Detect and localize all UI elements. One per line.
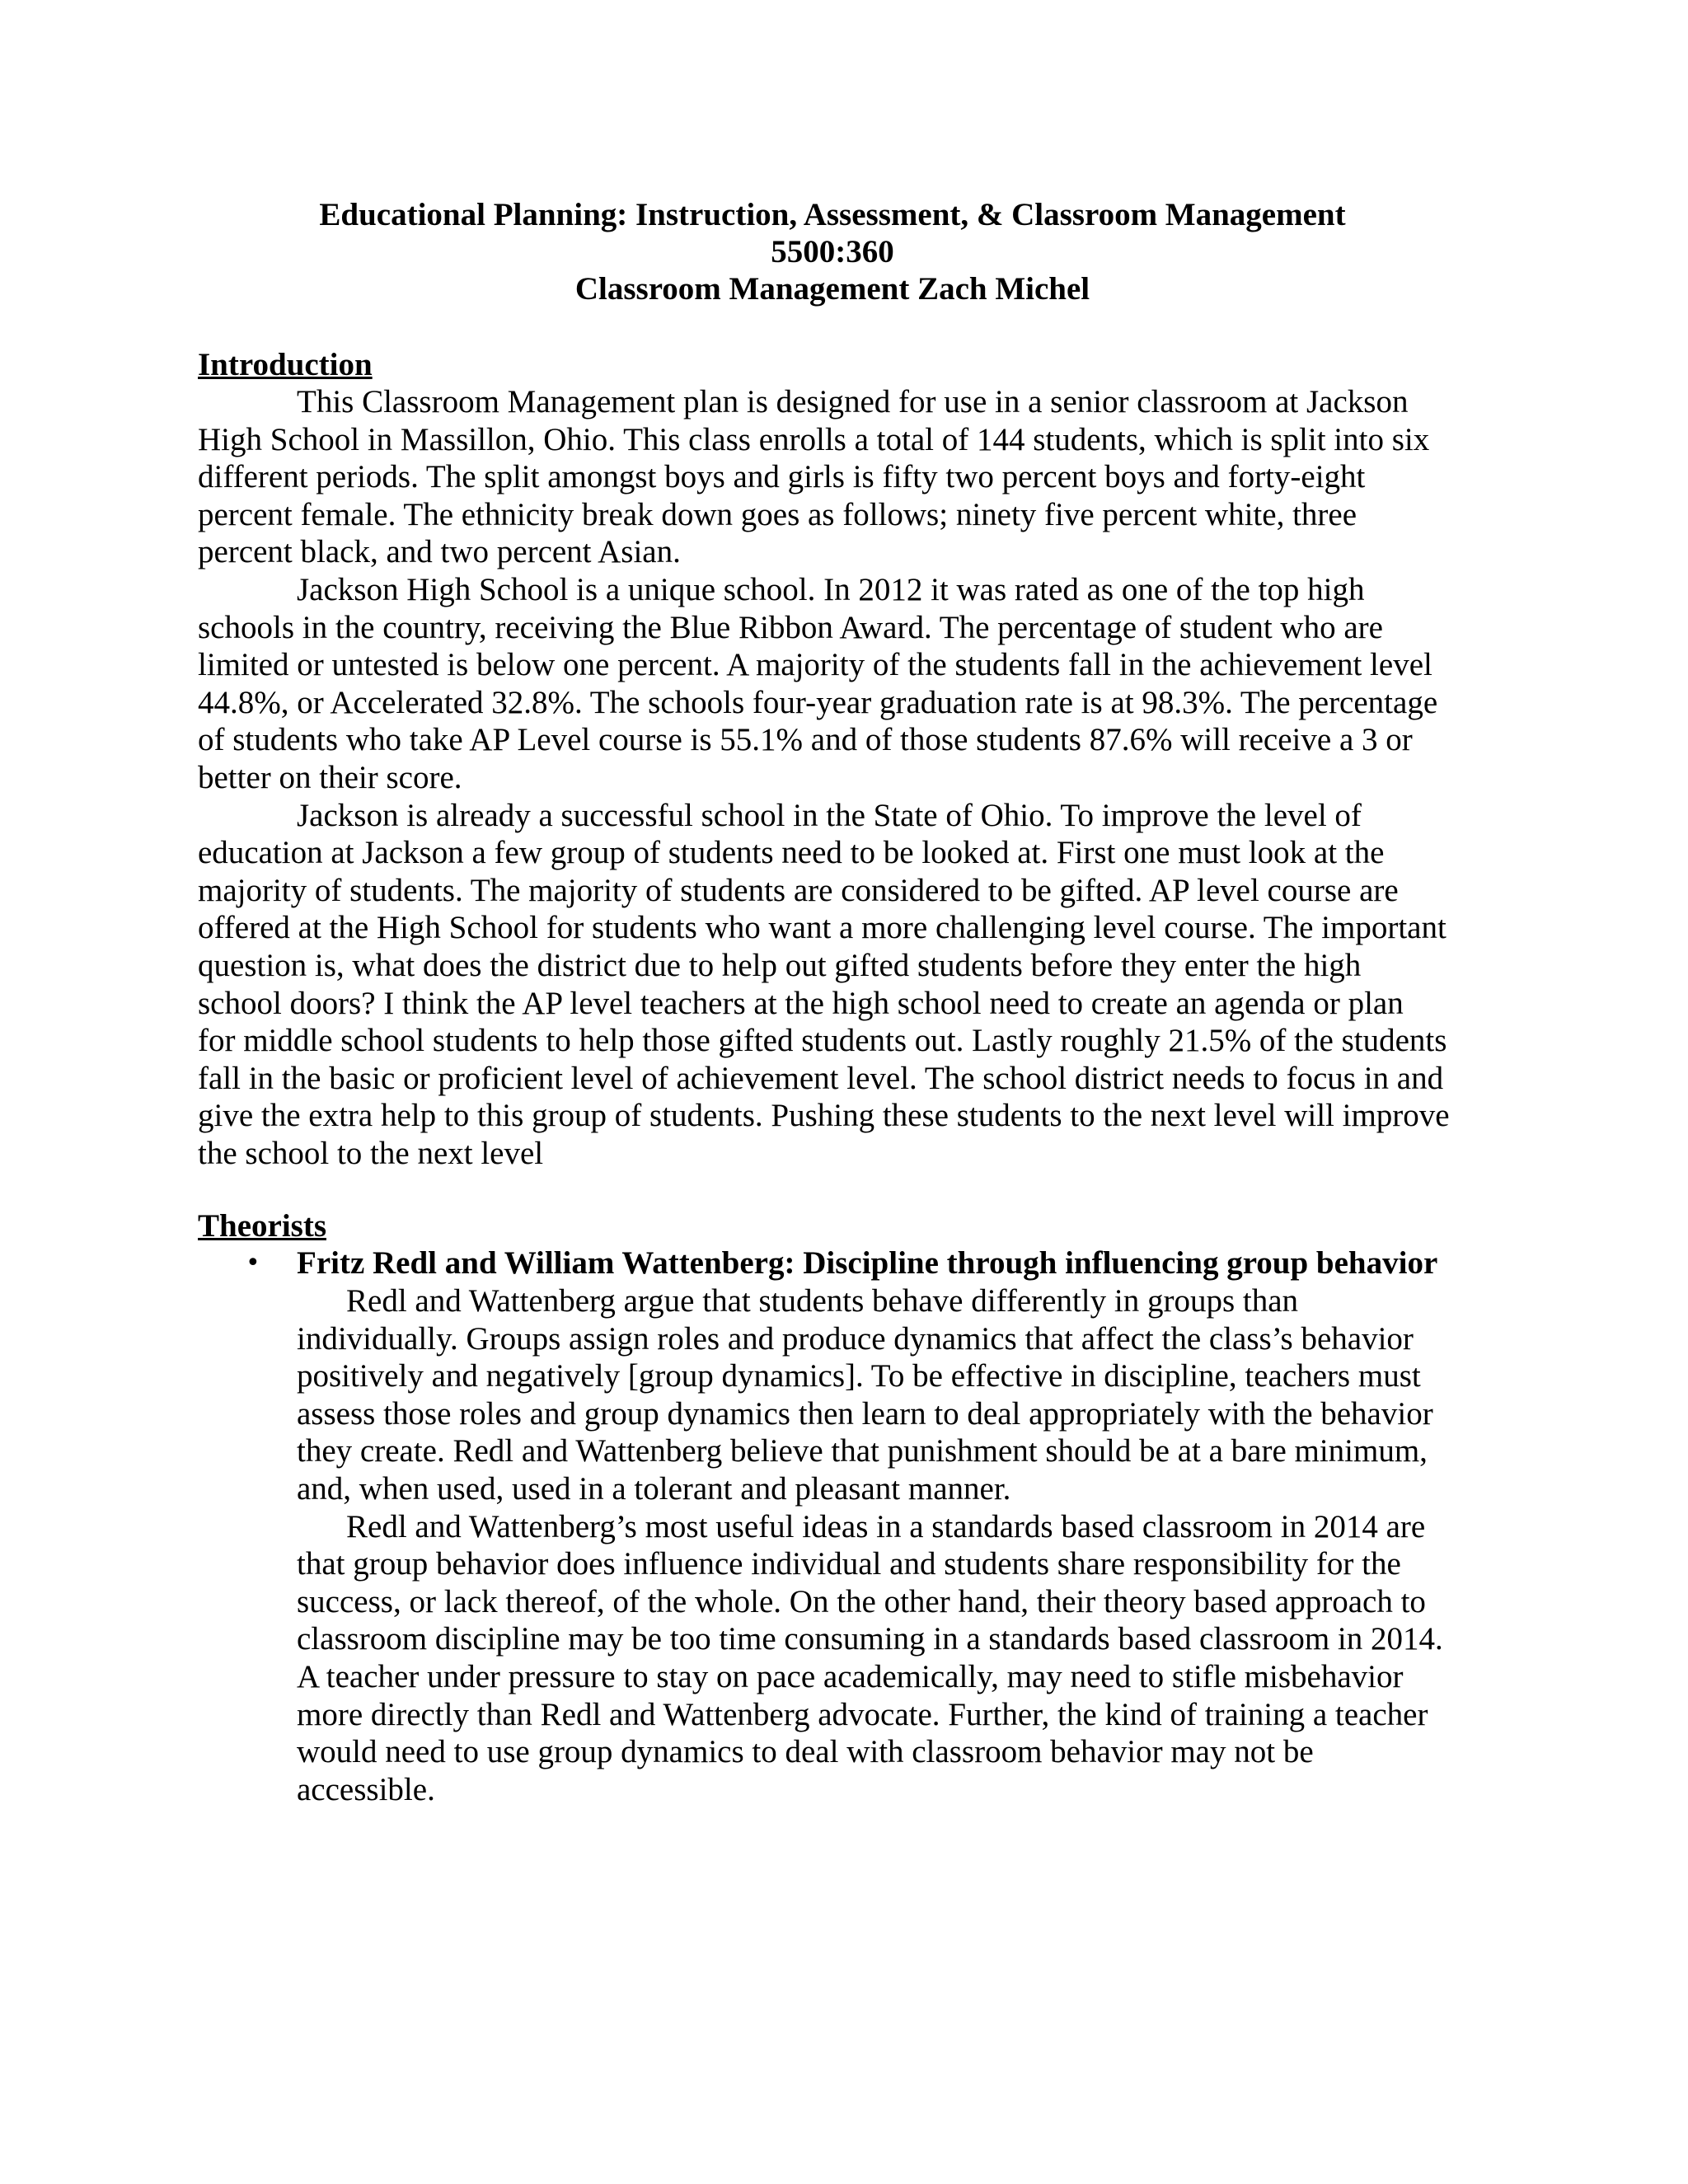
text-line: assess those roles and group dynamics then learn to deal appropriately with the behavior xyxy=(297,1395,1433,1432)
text-line: question is, what does the district due to help out gifted students before they enter the high xyxy=(198,947,1362,983)
text-line: High School in Massillon, Ohio. This class enrolls a total of 144 students, which is split into six xyxy=(198,421,1430,457)
intro-paragraph xyxy=(198,797,1484,1173)
text-line: give the extra help to this group of students. Pushing these students to the next level will improve xyxy=(198,1098,1450,1134)
text-line: individually. Groups assign roles and produce dynamics that affect the class’s behavior xyxy=(297,1320,1414,1357)
intro-paragraph xyxy=(198,571,1484,797)
theorists-heading: Theorists xyxy=(198,1208,326,1244)
text-line: different periods. The split amongst boys and girls is fifty two percent boys and forty-eight xyxy=(198,459,1366,495)
course-title: Educational Planning: Instruction, Assessment, & Classroom Management xyxy=(319,197,1346,232)
introduction-body xyxy=(198,383,1484,1172)
theorist-body xyxy=(297,1282,1492,1808)
text-line: limited or untested is below one percent. A majority of the students fall in the achievement level xyxy=(198,647,1432,683)
theorist-paragraph xyxy=(297,1282,1492,1508)
text-line: school doors? I think the AP level teachers at the high school need to create an agenda or plan xyxy=(198,985,1404,1021)
introduction-heading: Introduction xyxy=(198,347,373,382)
text-line: Redl and Wattenberg argue that students behave differently in groups than xyxy=(346,1283,1299,1319)
text-line: classroom discipline may be too time consuming in a standards based classroom in 2014. xyxy=(297,1621,1443,1657)
text-line: positively and negatively [group dynamics]. To be effective in discipline, teachers must xyxy=(297,1358,1421,1394)
bullet-icon: • xyxy=(246,1249,260,1277)
text-line: would need to use group dynamics to deal with classroom behavior may not be xyxy=(297,1734,1314,1770)
text-line: the school to the next level xyxy=(198,1135,544,1171)
text-line: This Classroom Management plan is designed for use in a senior classroom at Jackson xyxy=(297,384,1409,419)
text-line: percent female. The ethnicity break down goes as follows; ninety five percent white, three xyxy=(198,496,1357,532)
document-subtitle: Classroom Management Zach Michel xyxy=(574,271,1090,307)
text-line: A teacher under pressure to stay on pace academically, may need to stifle misbehavior xyxy=(297,1658,1404,1694)
text-line: fall in the basic or proficient level of achievement level. The school district needs to focus in and xyxy=(198,1060,1444,1096)
text-line: that group behavior does influence individual and students share responsibility for the xyxy=(297,1546,1401,1582)
document-header xyxy=(198,196,1467,307)
text-line: 44.8%, or Accelerated 32.8%. The schools four-year graduation rate is at 98.3%. The percentage xyxy=(198,684,1438,720)
text-line: success, or lack thereof, of the whole. On the other hand, their theory based approach to xyxy=(297,1583,1426,1619)
text-line: percent black, and two percent Asian. xyxy=(198,534,681,570)
theorist-title: Fritz Redl and William Wattenberg: Discipline through influencing group behavior xyxy=(297,1245,1438,1281)
text-line: of students who take AP Level course is 55.1% and of those students 87.6% will receive a 3 or xyxy=(198,722,1413,758)
course-number: 5500:360 xyxy=(771,234,894,269)
text-line: accessible. xyxy=(297,1771,435,1807)
theorist-paragraph xyxy=(297,1508,1492,1809)
text-line: for middle school students to help those gifted students out. Lastly roughly 21.5% of the students xyxy=(198,1023,1447,1059)
text-line: better on their score. xyxy=(198,759,462,795)
text-line: offered at the High School for students who want a more challenging level course. The important xyxy=(198,910,1447,946)
intro-paragraph xyxy=(198,383,1484,571)
text-line: Jackson is already a successful school in the State of Ohio. To improve the level of xyxy=(297,797,1362,833)
text-line: Redl and Wattenberg’s most useful ideas in a standards based classroom in 2014 are xyxy=(346,1508,1426,1544)
text-line: they create. Redl and Wattenberg believe that punishment should be at a bare minimum, xyxy=(297,1433,1428,1469)
text-line: and, when used, used in a tolerant and pleasant manner. xyxy=(297,1470,1011,1507)
text-line: education at Jackson a few group of students need to be looked at. First one must look at the xyxy=(198,835,1385,871)
text-line: majority of students. The majority of students are considered to be gifted. AP level course are xyxy=(198,872,1399,908)
text-line: more directly than Redl and Wattenberg advocate. Further, the kind of training a teacher xyxy=(297,1696,1428,1732)
text-line: Jackson High School is a unique school. In 2012 it was rated as one of the top high xyxy=(297,571,1365,607)
text-line: schools in the country, receiving the Blue Ribbon Award. The percentage of student who are xyxy=(198,609,1383,645)
